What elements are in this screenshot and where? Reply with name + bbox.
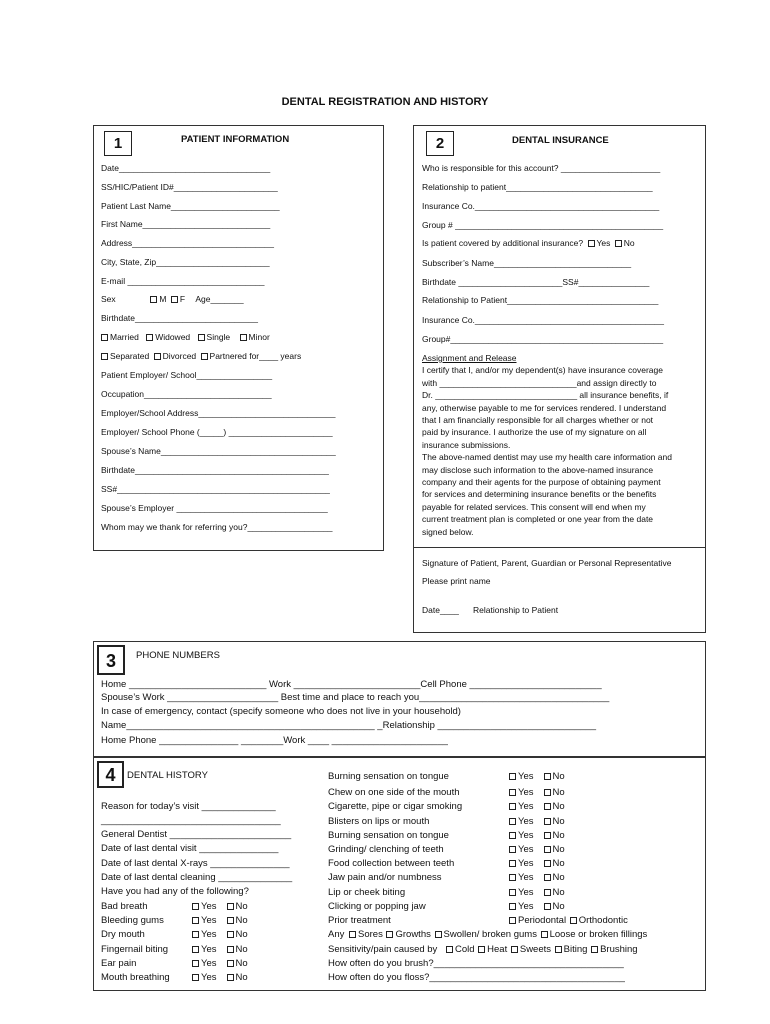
- page-title: DENTAL REGISTRATION AND HISTORY: [281, 96, 489, 108]
- yes-no-option: [509, 801, 565, 812]
- yes-label: Yes: [201, 915, 217, 926]
- print-name-field[interactable]: Please print name: [422, 576, 491, 586]
- no-checkbox[interactable]: [227, 946, 234, 953]
- bad-breath-label: Bad breath: [101, 901, 148, 912]
- divorced-checkbox[interactable]: [154, 353, 161, 360]
- separated-label: Separated: [110, 351, 150, 361]
- yes-no-option: [509, 901, 565, 912]
- periodontal-label: Periodontal: [518, 915, 567, 926]
- insurance-co-2-field[interactable]: Insurance Co.________________________________________: [422, 315, 665, 325]
- yes-checkbox[interactable]: [509, 846, 516, 853]
- yes-no-option: [192, 901, 248, 912]
- yes-no-option: [509, 787, 565, 798]
- assignment-line: that I am financially responsible for all charges whether or not: [422, 415, 654, 426]
- referral-field[interactable]: Whom may we thank for referring you?__________________: [101, 522, 333, 532]
- employer-school-field[interactable]: Patient Employer/ School________________: [101, 370, 273, 380]
- sweets-label: Sweets: [519, 944, 552, 955]
- assignment-line: I certify that I, and/or my dependent(s) have insurance coverage: [422, 365, 663, 376]
- no-checkbox[interactable]: [227, 917, 234, 924]
- first-name-field[interactable]: First Name___________________________: [101, 219, 271, 229]
- clicking-jaw-label: Clicking or popping jaw: [328, 901, 426, 912]
- sensitivity-label: Sensitivity/pain caused by: [328, 944, 438, 955]
- reason-visit-field[interactable]: Reason for today’s visit ______________: [101, 801, 276, 812]
- email-field[interactable]: E-mail _____________________________: [101, 276, 265, 286]
- yes-no-option: [509, 830, 565, 841]
- no-label: No: [552, 771, 565, 782]
- patient-id-field[interactable]: SS/HIC/Patient ID#______________________: [101, 182, 278, 192]
- no-checkbox[interactable]: [544, 789, 551, 796]
- reason-visit-continued[interactable]: __________________________________: [101, 815, 281, 826]
- no-label: No: [552, 901, 565, 912]
- yes-checkbox[interactable]: [192, 960, 199, 967]
- no-checkbox[interactable]: [227, 931, 234, 938]
- no-label: No: [552, 801, 565, 812]
- subscriber-birthdate-field[interactable]: Birthdate ______________________SS#_______________: [422, 277, 650, 287]
- emergency-phone-row[interactable]: Home Phone _______________ ________Work ____ ______________________: [101, 735, 448, 746]
- no-checkbox[interactable]: [227, 974, 234, 981]
- no-label: No: [552, 887, 565, 898]
- no-label: No: [235, 958, 248, 969]
- additional-no-label: No: [623, 238, 635, 248]
- married-checkbox[interactable]: [101, 334, 108, 341]
- emergency-contact-text: In case of emergency, contact (specify someone who does not live in your household): [101, 706, 461, 717]
- yes-label: Yes: [201, 944, 217, 955]
- swollen-gums-checkbox[interactable]: [435, 931, 442, 938]
- yes-label: Yes: [518, 830, 534, 841]
- assignment-line: for services and determining insurance benefits or the benefits: [422, 489, 657, 500]
- single-label: Single: [206, 332, 231, 342]
- relationship-to-patient-field[interactable]: Relationship to Patient________________________________: [422, 295, 659, 305]
- no-checkbox[interactable]: [544, 874, 551, 881]
- partnered-checkbox[interactable]: [201, 353, 208, 360]
- additional-yes-label: Yes: [596, 238, 611, 248]
- yes-label: Yes: [518, 801, 534, 812]
- last-visit-field[interactable]: Date of last dental visit _______________: [101, 843, 279, 854]
- widowed-label: Widowed: [155, 332, 191, 342]
- yes-label: Yes: [201, 901, 217, 912]
- swollen-gums-label: Swollen/ broken gums: [443, 929, 537, 940]
- no-label: No: [552, 844, 565, 855]
- food-collection-label: Food collection between teeth: [328, 858, 455, 869]
- no-checkbox[interactable]: [227, 903, 234, 910]
- no-checkbox[interactable]: [227, 960, 234, 967]
- assignment-line: current treatment plan is completed or one year from the date: [422, 514, 654, 525]
- home-work-cell-row[interactable]: Home __________________________ Work ________________________Cell Phone _________________________: [101, 679, 602, 690]
- jaw-pain-label: Jaw pain and/or numbness: [328, 872, 442, 883]
- yes-checkbox[interactable]: [509, 832, 516, 839]
- subscriber-name-field[interactable]: Subscriber’s Name_____________________________: [422, 258, 632, 268]
- no-label: No: [235, 901, 248, 912]
- spouse-employer-field[interactable]: Spouse’s Employer ________________________________: [101, 503, 328, 513]
- no-label: No: [552, 787, 565, 798]
- yes-no-option: [192, 972, 248, 983]
- partnered-label: Partnered for____ years: [209, 351, 302, 361]
- growths-label: Growths: [395, 929, 431, 940]
- additional-no-checkbox[interactable]: [615, 240, 622, 247]
- sensitivity-row: [328, 944, 638, 955]
- yes-checkbox[interactable]: [509, 874, 516, 881]
- section-number-3: 3: [97, 645, 125, 675]
- yes-label: Yes: [518, 901, 534, 912]
- yes-checkbox[interactable]: [509, 889, 516, 896]
- no-label: No: [235, 972, 248, 983]
- female-checkbox[interactable]: [171, 296, 178, 303]
- yes-label: Yes: [518, 887, 534, 898]
- dry-mouth-label: Dry mouth: [101, 929, 145, 940]
- loose-fillings-label: Loose or broken fillings: [549, 929, 648, 940]
- grinding-label: Grinding/ clenching of teeth: [328, 844, 444, 855]
- any-label: Any: [328, 929, 345, 940]
- no-label: No: [552, 830, 565, 841]
- spouse-name-field[interactable]: Spouse’s Name_____________________________________: [101, 446, 336, 456]
- smoking-label: Cigarette, pipe or cigar smoking: [328, 801, 463, 812]
- yes-no-option: [509, 872, 565, 883]
- heat-checkbox[interactable]: [478, 946, 485, 953]
- sweets-checkbox[interactable]: [511, 946, 518, 953]
- yes-checkbox[interactable]: [509, 789, 516, 796]
- orthodontic-label: Orthodontic: [578, 915, 628, 926]
- yes-checkbox[interactable]: [192, 903, 199, 910]
- married-label: Married: [110, 332, 139, 342]
- brush-frequency-field[interactable]: How often do you brush?____________________________________: [328, 958, 624, 969]
- last-xrays-field[interactable]: Date of last dental X-rays _______________: [101, 858, 290, 869]
- yes-no-option: [192, 929, 248, 940]
- yes-no-option: [509, 771, 565, 782]
- growths-checkbox[interactable]: [386, 931, 393, 938]
- assignment-release-text: [422, 352, 704, 538]
- yes-label: Yes: [201, 972, 217, 983]
- employer-address-field[interactable]: Employer/School Address_____________________________: [101, 408, 336, 418]
- assignment-title: Assignment and Release: [422, 353, 517, 363]
- floss-frequency-field[interactable]: How often do you floss?_____________________________________: [328, 972, 625, 983]
- no-checkbox[interactable]: [544, 803, 551, 810]
- yes-checkbox[interactable]: [509, 773, 516, 780]
- no-checkbox[interactable]: [544, 860, 551, 867]
- yes-checkbox[interactable]: [509, 818, 516, 825]
- minor-checkbox[interactable]: [240, 334, 247, 341]
- sores-label: Sores: [358, 929, 383, 940]
- no-checkbox[interactable]: [544, 773, 551, 780]
- yes-label: Yes: [201, 929, 217, 940]
- no-label: No: [552, 872, 565, 883]
- assignment-line: insurance submissions.: [422, 439, 511, 450]
- no-label: No: [552, 816, 565, 827]
- yes-no-option: [509, 816, 565, 827]
- lip-cheek-biting-label: Lip or cheek biting: [328, 887, 406, 898]
- periodontal-checkbox[interactable]: [509, 917, 516, 924]
- signature-field[interactable]: Signature of Patient, Parent, Guardian or Personal Representative: [422, 558, 672, 568]
- no-checkbox[interactable]: [544, 889, 551, 896]
- additional-yes-checkbox[interactable]: [588, 240, 595, 247]
- cold-label: Cold: [454, 944, 475, 955]
- mouth-breathing-label: Mouth breathing: [101, 972, 170, 983]
- spouse-work-row[interactable]: Spouse’s Work _____________________ Best time and place to reach you____________________________________: [101, 692, 610, 703]
- no-label: No: [552, 858, 565, 869]
- burning-tongue-2-label: Burning sensation on tongue: [328, 830, 449, 841]
- yes-label: Yes: [518, 816, 534, 827]
- patient-information-header: PATIENT INFORMATION: [181, 134, 290, 145]
- prior-treatment-label: Prior treatment: [328, 915, 391, 926]
- yes-label: Yes: [201, 958, 217, 969]
- date-field[interactable]: Date________________________________: [101, 163, 271, 173]
- age-field[interactable]: Age_______: [195, 294, 244, 304]
- fingernail-biting-label: Fingernail biting: [101, 944, 169, 955]
- group-field[interactable]: Group # ____________________________________________: [422, 220, 664, 230]
- yes-label: Yes: [518, 844, 534, 855]
- yes-label: Yes: [518, 872, 534, 883]
- yes-checkbox[interactable]: [509, 803, 516, 810]
- prior-treatment-options: [509, 915, 628, 926]
- yes-checkbox[interactable]: [192, 974, 199, 981]
- biting-checkbox[interactable]: [555, 946, 562, 953]
- date-relationship-field[interactable]: Date____ Relationship to Patient: [422, 605, 559, 615]
- phone-numbers-header: PHONE NUMBERS: [136, 650, 220, 661]
- brushing-checkbox[interactable]: [591, 946, 598, 953]
- additional-insurance-label: Is patient covered by additional insurance?: [422, 238, 584, 248]
- assignment-line: paid by insurance. I authorize the use of my signature on all: [422, 427, 647, 438]
- assignment-line: The above-named dentist may use my health care information and: [422, 452, 672, 463]
- yes-label: Yes: [518, 858, 534, 869]
- assignment-line: payable for related services. This consent will end when my: [422, 501, 646, 512]
- single-checkbox[interactable]: [198, 334, 205, 341]
- ear-pain-label: Ear pain: [101, 958, 137, 969]
- no-checkbox[interactable]: [544, 903, 551, 910]
- signature-divider: [413, 547, 706, 548]
- no-checkbox[interactable]: [544, 846, 551, 853]
- last-name-field[interactable]: Patient Last Name_______________________: [101, 201, 280, 211]
- male-checkbox[interactable]: [150, 296, 157, 303]
- assignment-line: with _____________________________and assign directly to: [422, 377, 657, 388]
- separated-checkbox[interactable]: [101, 353, 108, 360]
- dental-history-header: DENTAL HISTORY: [127, 770, 208, 781]
- section-number-2: 2: [426, 131, 454, 156]
- assignment-line: signed below.: [422, 526, 474, 537]
- burning-tongue-label: Burning sensation on tongue: [328, 771, 449, 782]
- brushing-label: Brushing: [600, 944, 638, 955]
- heat-label: Heat: [487, 944, 508, 955]
- cold-checkbox[interactable]: [446, 946, 453, 953]
- orthodontic-checkbox[interactable]: [570, 917, 577, 924]
- yes-no-option: [509, 887, 565, 898]
- biting-label: Biting: [563, 944, 588, 955]
- yes-no-option: [192, 958, 248, 969]
- responsible-field[interactable]: Who is responsible for this account? _____________________: [422, 163, 661, 173]
- insurance-co-field[interactable]: Insurance Co._______________________________________: [422, 201, 660, 211]
- general-dentist-field[interactable]: General Dentist _______________________: [101, 829, 292, 840]
- no-label: No: [235, 944, 248, 955]
- yes-label: Yes: [518, 771, 534, 782]
- no-checkbox[interactable]: [544, 832, 551, 839]
- following-question: Have you had any of the following?: [101, 886, 249, 897]
- assignment-line: may disclose such information to the above-named insurance: [422, 464, 654, 475]
- male-label: M: [159, 294, 167, 304]
- yes-no-option: [192, 944, 248, 955]
- divorced-label: Divorced: [162, 351, 197, 361]
- yes-checkbox[interactable]: [509, 860, 516, 867]
- any-row: [328, 929, 647, 940]
- assignment-line: company and their agents for the purpose of obtaining payment: [422, 477, 661, 488]
- spouse-ss-field[interactable]: SS#_____________________________________________: [101, 484, 330, 494]
- yes-no-option: [192, 915, 248, 926]
- sores-checkbox[interactable]: [349, 931, 356, 938]
- sex-row: [101, 294, 244, 304]
- city-state-zip-field[interactable]: City, State, Zip________________________: [101, 257, 270, 267]
- bleeding-gums-label: Bleeding gums: [101, 915, 164, 926]
- chew-one-side-label: Chew on one side of the mouth: [328, 787, 460, 798]
- spouse-birthdate-field[interactable]: Birthdate_________________________________________: [101, 465, 329, 475]
- emergency-name-row[interactable]: Name_______________________________________________ _Relationship ______________________________: [101, 720, 597, 731]
- last-cleaning-field[interactable]: Date of last dental cleaning ______________: [101, 872, 293, 883]
- loose-fillings-checkbox[interactable]: [541, 931, 548, 938]
- female-label: F: [179, 294, 186, 304]
- occupation-field[interactable]: Occupation___________________________: [101, 389, 272, 399]
- separated-row: [101, 351, 301, 361]
- birthdate-field[interactable]: Birthdate__________________________: [101, 313, 258, 323]
- marital-row: [101, 332, 270, 342]
- yes-checkbox[interactable]: [509, 903, 516, 910]
- section-number-4: 4: [97, 761, 124, 788]
- yes-label: Yes: [518, 787, 534, 798]
- yes-no-option: [509, 858, 565, 869]
- assignment-line: Dr. ______________________________ all insurance benefits, if: [422, 390, 669, 401]
- yes-no-option: [509, 844, 565, 855]
- widowed-checkbox[interactable]: [146, 334, 153, 341]
- dental-insurance-header: DENTAL INSURANCE: [512, 135, 609, 146]
- address-field[interactable]: Address______________________________: [101, 238, 275, 248]
- minor-label: Minor: [248, 332, 270, 342]
- no-label: No: [235, 929, 248, 940]
- no-checkbox[interactable]: [544, 818, 551, 825]
- group-2-field[interactable]: Group#_____________________________________________: [422, 334, 664, 344]
- no-label: No: [235, 915, 248, 926]
- blisters-label: Blisters on lips or mouth: [328, 816, 430, 827]
- relationship-field[interactable]: Relationship to patient_______________________________: [422, 182, 653, 192]
- yes-checkbox[interactable]: [192, 917, 199, 924]
- yes-checkbox[interactable]: [192, 946, 199, 953]
- employer-phone-field[interactable]: Employer/ School Phone (_____) ______________________: [101, 427, 333, 437]
- sex-label: Sex: [101, 294, 116, 304]
- assignment-line: any, otherwise payable to me for services rendered. I understand: [422, 402, 667, 413]
- yes-checkbox[interactable]: [192, 931, 199, 938]
- additional-insurance-row: [422, 238, 635, 248]
- section-number-1: 1: [104, 131, 132, 156]
